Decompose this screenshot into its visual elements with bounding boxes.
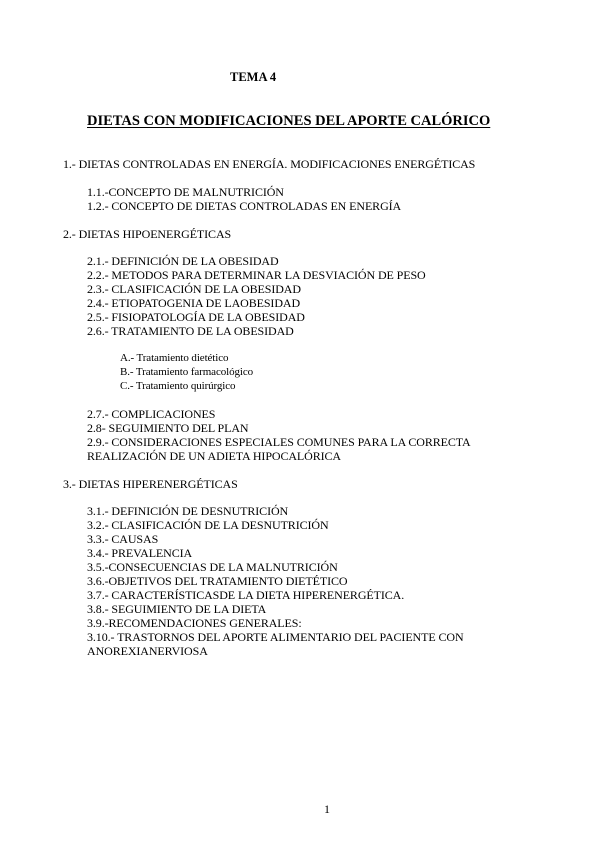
section-heading-3: 3.- DIETAS HIPERENERGÉTICAS (63, 477, 238, 491)
list-item: 2.5.- FISIOPATOLOGÍA DE LA OBESIDAD (87, 310, 305, 324)
list-item: 1.1.-CONCEPTO DE MALNUTRICIÓN (87, 185, 284, 199)
list-item: 2.7.- COMPLICACIONES (87, 407, 216, 421)
list-item: 2.8- SEGUIMIENTO DEL PLAN (87, 421, 249, 435)
sub-list-item: C.- Tratamiento quirúrgico (120, 380, 236, 392)
list-item: 2.6.- TRATAMIENTO DE LA OBESIDAD (87, 324, 294, 338)
document-title: DIETAS CON MODIFICACIONES DEL APORTE CALÓRICO (87, 113, 491, 129)
sub-list-item: B.- Tratamiento farmacológico (120, 366, 254, 378)
tema-label: TEMA 4 (230, 70, 277, 84)
list-item: 3.5.-CONSECUENCIAS DE LA MALNUTRICIÓN (87, 560, 338, 574)
section-heading-1: 1.- DIETAS CONTROLADAS EN ENERGÍA. MODIFICACIONES ENERGÉTICAS (63, 157, 476, 171)
list-item: 2.4.- ETIOPATOGENIA DE LAOBESIDAD (87, 296, 301, 310)
list-item: 3.1.- DEFINICIÓN DE DESNUTRICIÓN (87, 504, 289, 518)
section-heading-2: 2.- DIETAS HIPOENERGÉTICAS (63, 227, 232, 241)
list-item: 2.2.- METODOS PARA DETERMINAR LA DESVIACIÓN DE PESO (87, 268, 426, 282)
list-item: 3.3.- CAUSAS (87, 532, 159, 546)
list-item: 3.8.- SEGUIMIENTO DE LA DIETA (87, 602, 267, 616)
list-item: 3.10.- TRASTORNOS DEL APORTE ALIMENTARIO DEL PACIENTE CON (87, 630, 464, 644)
sub-list-item: A.- Tratamiento dietético (120, 352, 229, 364)
list-item-continuation: ANOREXIANERVIOSA (87, 644, 208, 658)
list-item: 1.2.- CONCEPTO DE DIETAS CONTROLADAS EN ENERGÍA (87, 199, 402, 213)
list-item: 3.7.- CARACTERÍSTICASDE LA DIETA HIPERENERGÉTICA. (87, 588, 405, 602)
list-item: 2.3.- CLASIFICACIÓN DE LA OBESIDAD (87, 282, 301, 296)
list-item: 3.4.- PREVALENCIA (87, 546, 193, 560)
list-item: 2.9.- CONSIDERACIONES ESPECIALES COMUNES PARA LA CORRECTA (87, 435, 471, 449)
page-number: 1 (324, 802, 330, 816)
list-item: 3.9.-RECOMENDACIONES GENERALES: (87, 616, 302, 630)
list-item: 2.1.- DEFINICIÓN DE LA OBESIDAD (87, 254, 279, 268)
list-item: 3.6.-OBJETIVOS DEL TRATAMIENTO DIETÉTICO (87, 574, 348, 588)
list-item: 3.2.- CLASIFICACIÓN DE LA DESNUTRICIÓN (87, 518, 329, 532)
list-item-continuation: REALIZACIÓN DE UN ADIETA HIPOCALÓRICA (87, 449, 341, 463)
